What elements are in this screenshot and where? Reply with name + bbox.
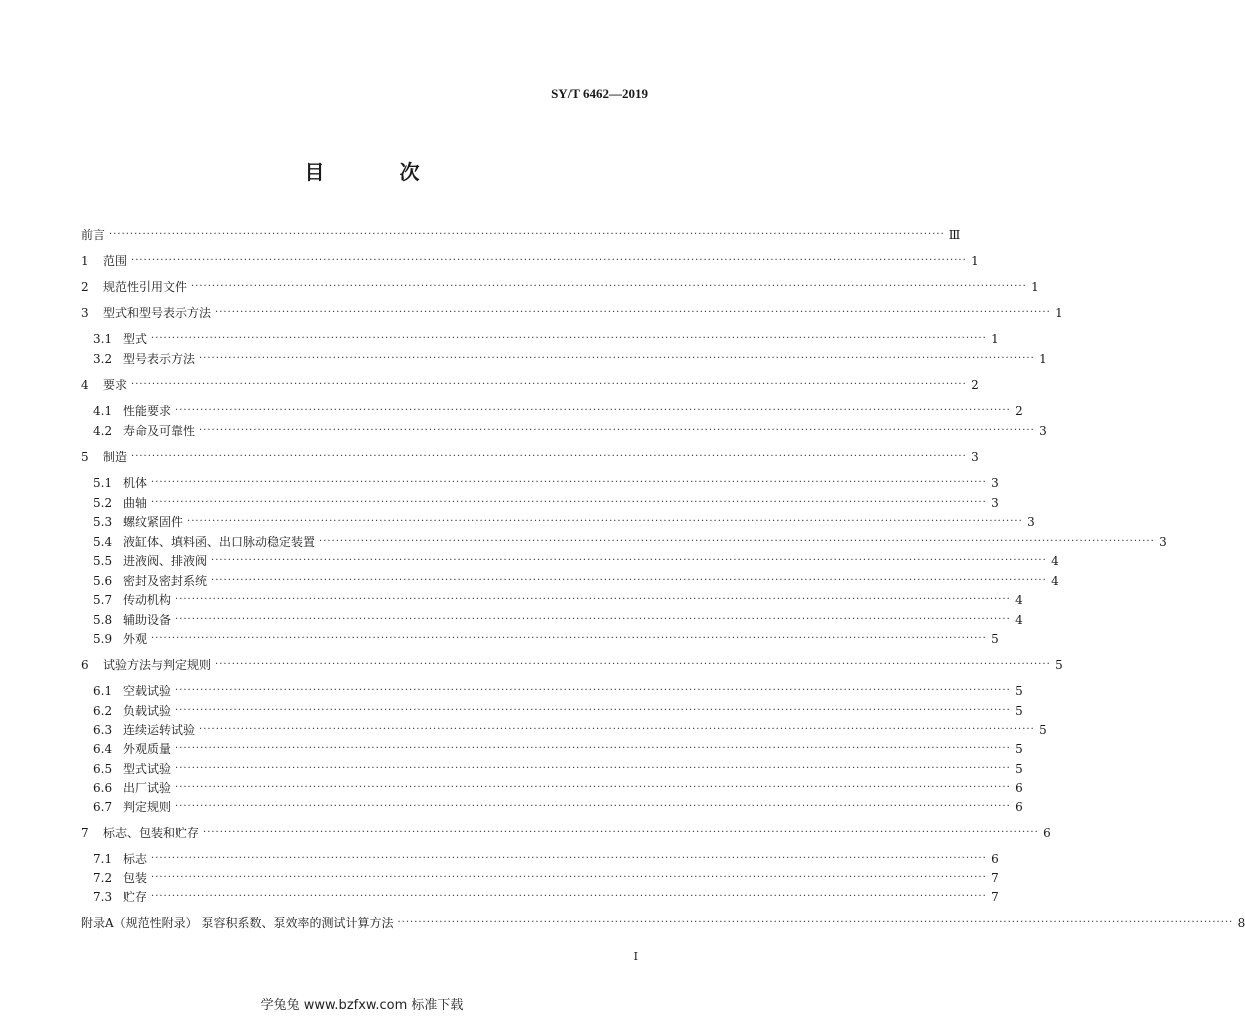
toc-entry-number: 5 xyxy=(81,450,89,464)
toc-entry-title: 曲轴 xyxy=(123,496,148,510)
toc-entry-page: 3 xyxy=(1159,535,1167,549)
toc-entry-title: 型号表示方法 xyxy=(123,352,196,366)
toc-entry-page: 6 xyxy=(1015,800,1023,814)
toc-entry[interactable] xyxy=(81,824,1051,842)
toc-entry[interactable] xyxy=(93,402,1023,420)
toc-entry-title: 前言 xyxy=(81,228,106,242)
toc-entry-number: 3.2 xyxy=(93,352,113,366)
toc-entry-title: 性能要求 xyxy=(123,404,172,418)
toc-leader-dots: ········································································································································································································ xyxy=(211,575,1047,586)
toc-entry-title: 型式试验 xyxy=(123,762,172,776)
toc-entry-title: 制造 xyxy=(103,450,128,464)
toc-leader-dots: ········································································································································································································ xyxy=(151,891,987,902)
toc-entry-page: 1 xyxy=(971,254,979,268)
toc-entry-title: 贮存 xyxy=(123,890,148,904)
toc-entry-page: 4 xyxy=(1051,574,1059,588)
toc-entry-number: 4.2 xyxy=(93,424,113,438)
toc-entry-page: 5 xyxy=(991,632,999,646)
toc-entry[interactable] xyxy=(93,552,1059,570)
toc-leader-dots: ········································································································································································································ xyxy=(151,333,987,344)
toc-entry-number: 7 xyxy=(81,826,89,840)
toc-entry-title: 进液阀、排液阀 xyxy=(123,554,208,568)
toc-entry-title: 寿命及可靠性 xyxy=(123,424,196,438)
toc-entry-page: Ⅲ xyxy=(948,228,961,242)
standard-code: SY/T 6462—2019 xyxy=(551,86,648,101)
toc-entry-title: 出厂试验 xyxy=(123,781,172,795)
toc-entry-page: 7 xyxy=(991,890,999,904)
toc-entry[interactable] xyxy=(93,474,999,492)
toc-entry-number: 6.1 xyxy=(93,684,113,698)
toc-leader-dots: ········································································································································································································ xyxy=(319,536,1155,547)
toc-entry-number: 5.3 xyxy=(93,515,113,529)
toc-entry-title: 标志 xyxy=(123,852,148,866)
toc-entry-title: 液缸体、填料函、出口脉动稳定装置 xyxy=(123,535,316,549)
toc-leader-dots: ········································································································································································································ xyxy=(215,307,1051,318)
toc-entry-page: 2 xyxy=(1015,404,1023,418)
toc-entry[interactable] xyxy=(93,513,1035,531)
toc-entry-title: 空载试验 xyxy=(123,684,172,698)
toc-entry-page: 6 xyxy=(991,852,999,866)
toc-entry-title: 范围 xyxy=(103,254,128,268)
toc-entry[interactable] xyxy=(93,350,1047,368)
toc-entry-title: 机体 xyxy=(123,476,148,490)
toc-entry-title: 型式 xyxy=(123,332,148,346)
toc-entry-title: 外观 xyxy=(123,632,148,646)
toc-entry-number: 1 xyxy=(81,254,89,268)
toc-entry-page: 3 xyxy=(991,496,999,510)
toc-entry-number: 7.2 xyxy=(93,871,113,885)
toc-entry[interactable] xyxy=(93,533,1167,551)
toc-entry-number: 6.6 xyxy=(93,781,113,795)
toc-entry[interactable] xyxy=(81,304,1063,322)
toc-entry-number: 7.1 xyxy=(93,852,113,866)
toc-leader-dots: ········································································································································································································ xyxy=(199,425,1035,436)
toc-entry-number: 5.2 xyxy=(93,496,113,510)
toc-entry-page: 6 xyxy=(1015,781,1023,795)
toc-entry-page: 3 xyxy=(1039,424,1047,438)
toc-entry[interactable] xyxy=(93,779,1023,797)
toc-entry-title: 传动机构 xyxy=(123,593,172,607)
toc-leader-dots: ········································································································································································································ xyxy=(175,743,1011,754)
toc-entry[interactable] xyxy=(93,888,999,906)
toc-entry-number: 6 xyxy=(81,658,89,672)
toc-leader-dots: ········································································································································································································ xyxy=(175,801,1011,812)
toc-entry-number: 2 xyxy=(81,280,89,294)
toc-leader-dots: ········································································································································································································ xyxy=(397,917,1234,928)
toc-entry-title: 螺纹紧固件 xyxy=(123,515,184,529)
toc-entry-number: 3.1 xyxy=(93,332,113,346)
toc-leader-dots: ········································································································································································································ xyxy=(175,705,1011,716)
toc-entry[interactable] xyxy=(81,448,979,466)
toc-leader-dots: ········································································································································································································ xyxy=(151,872,987,883)
toc-entry-page: 6 xyxy=(1043,826,1051,840)
toc-entry-page: 5 xyxy=(1055,658,1063,672)
toc-entry-page: 4 xyxy=(1015,593,1023,607)
toc-entry[interactable] xyxy=(93,630,999,648)
toc-leader-dots: ········································································································································································································ xyxy=(203,827,1039,838)
footer-watermark: 学兔兔 www.bzfxw.com 标准下载 xyxy=(260,998,464,1013)
toc-leader-dots: ········································································································································································································ xyxy=(187,516,1023,527)
toc-leader-dots: ········································································································································································································ xyxy=(211,555,1047,566)
toc-entry-page: 5 xyxy=(1015,762,1023,776)
toc-entry[interactable] xyxy=(93,721,1047,739)
toc-entry-page: 1 xyxy=(1055,306,1063,320)
toc-leader-dots: ········································································································································································································ xyxy=(151,497,987,508)
toc-entry-number: 6.3 xyxy=(93,723,113,737)
toc-entry-page: 1 xyxy=(1039,352,1047,366)
page-title: 目 次 xyxy=(304,160,454,184)
toc-entry-title: 连续运转试验 xyxy=(123,723,196,737)
toc-entry-number: 7.3 xyxy=(93,890,113,904)
toc-entry-number: 6.2 xyxy=(93,704,113,718)
toc-entry[interactable] xyxy=(93,572,1059,590)
toc-leader-dots: ········································································································································································································ xyxy=(175,763,1011,774)
toc-leader-dots: ········································································································································································································ xyxy=(215,659,1051,670)
toc-entry-page: 4 xyxy=(1051,554,1059,568)
toc-entry-page: 5 xyxy=(1039,723,1047,737)
toc-entry[interactable] xyxy=(93,798,1023,816)
toc-entry-page: 1 xyxy=(991,332,999,346)
toc-entry-number: 5.6 xyxy=(93,574,113,588)
toc-entry[interactable] xyxy=(93,611,1023,629)
toc-entry-number: 5.8 xyxy=(93,613,113,627)
toc-entry-page: 1 xyxy=(1031,280,1039,294)
toc-entry-title: 判定规则 xyxy=(123,800,172,814)
toc-entry-title: 型式和型号表示方法 xyxy=(103,306,212,320)
toc-leader-dots: ········································································································································································································ xyxy=(109,229,945,240)
toc-leader-dots: ········································································································································································································ xyxy=(175,685,1011,696)
toc-entry[interactable] xyxy=(81,278,1039,296)
toc-entry-number: 5.9 xyxy=(93,632,113,646)
toc-leader-dots: ········································································································································································································ xyxy=(131,451,967,462)
toc-entry[interactable] xyxy=(93,740,1023,758)
toc-entry-page: 5 xyxy=(1015,742,1023,756)
toc-entry-number: 6.4 xyxy=(93,742,113,756)
toc-entry-page: 8 xyxy=(1237,916,1245,930)
toc-entry[interactable] xyxy=(93,869,999,887)
toc-entry[interactable] xyxy=(93,330,999,348)
toc-entry-title: 规范性引用文件 xyxy=(103,280,188,294)
toc-entry-page: 3 xyxy=(991,476,999,490)
toc-entry-title: 要求 xyxy=(103,378,128,392)
toc-entry-page: 5 xyxy=(1015,704,1023,718)
toc-entry-number: 6.5 xyxy=(93,762,113,776)
toc-leader-dots: ········································································································································································································ xyxy=(175,614,1011,625)
toc-entry[interactable] xyxy=(81,252,979,270)
toc-leader-dots: ········································································································································································································ xyxy=(131,255,967,266)
toc-entry[interactable] xyxy=(93,422,1047,440)
toc-entry-number: 5.1 xyxy=(93,476,113,490)
toc-entry[interactable] xyxy=(81,376,979,394)
toc-leader-dots: ········································································································································································································ xyxy=(151,477,987,488)
toc-entry[interactable] xyxy=(93,760,1023,778)
toc-entry-title: 外观质量 xyxy=(123,742,172,756)
toc-entry-number: 5.7 xyxy=(93,593,113,607)
toc-entry-number: 4 xyxy=(81,378,89,392)
toc-entry-page: 5 xyxy=(1015,684,1023,698)
toc-entry-page: 3 xyxy=(971,450,979,464)
toc-entry-number: 5.5 xyxy=(93,554,113,568)
toc-entry[interactable] xyxy=(93,494,999,512)
toc-leader-dots: ········································································································································································································ xyxy=(199,353,1035,364)
toc-entry-number: 5.4 xyxy=(93,535,113,549)
toc-entry[interactable] xyxy=(93,591,1023,609)
toc-entry-title: 辅助设备 xyxy=(123,613,172,627)
toc-leader-dots: ········································································································································································································ xyxy=(199,724,1035,735)
toc-entry[interactable] xyxy=(81,226,961,244)
toc-entry-title: 附录A（规范性附录） 泵容积系数、泵效率的测试计算方法 xyxy=(81,916,394,930)
toc-entry-title: 密封及密封系统 xyxy=(123,574,208,588)
toc-leader-dots: ········································································································································································································ xyxy=(151,633,987,644)
toc-leader-dots: ········································································································································································································ xyxy=(175,782,1011,793)
page-number: Ⅰ xyxy=(633,950,638,963)
toc-entry-title: 负载试验 xyxy=(123,704,172,718)
toc-entry[interactable] xyxy=(81,656,1063,674)
toc-entry-number: 6.7 xyxy=(93,800,113,814)
toc-entry[interactable] xyxy=(93,850,999,868)
toc-entry[interactable] xyxy=(81,914,1245,932)
toc-entry-page: 3 xyxy=(1027,515,1035,529)
toc-entry-number: 3 xyxy=(81,306,89,320)
toc-entry-title: 试验方法与判定规则 xyxy=(103,658,212,672)
toc-entry-title: 包装 xyxy=(123,871,148,885)
toc-entry-page: 2 xyxy=(971,378,979,392)
toc-entry-number: 4.1 xyxy=(93,404,113,418)
toc-entry-title: 标志、包装和贮存 xyxy=(103,826,200,840)
toc-entry-page: 7 xyxy=(991,871,999,885)
toc-leader-dots: ········································································································································································································ xyxy=(175,405,1011,416)
toc-leader-dots: ········································································································································································································ xyxy=(131,379,967,390)
toc-entry[interactable] xyxy=(93,682,1023,700)
toc-leader-dots: ········································································································································································································ xyxy=(175,594,1011,605)
toc-leader-dots: ········································································································································································································ xyxy=(191,281,1027,292)
toc-entry-page: 4 xyxy=(1015,613,1023,627)
toc-entry[interactable] xyxy=(93,702,1023,720)
toc-leader-dots: ········································································································································································································ xyxy=(151,853,987,864)
